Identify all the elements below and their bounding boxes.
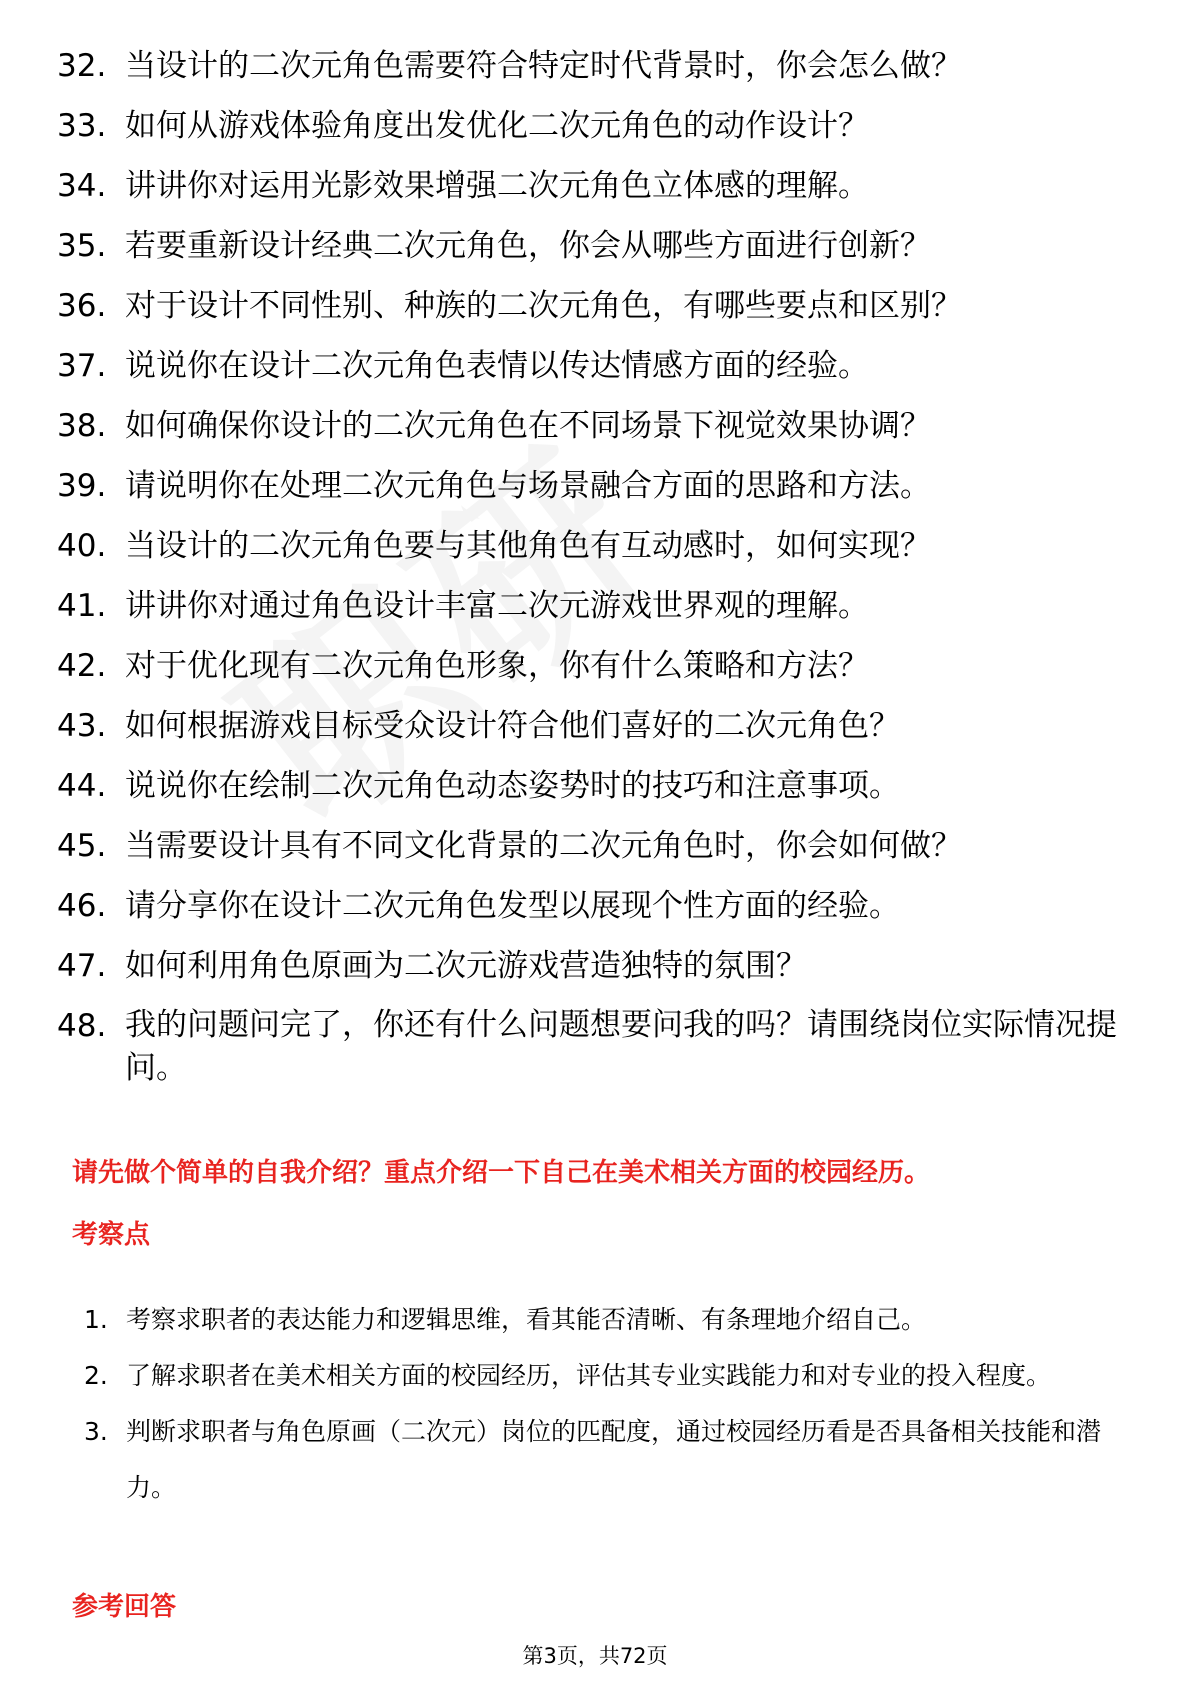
list-item — [57, 344, 1137, 389]
item-text: 如何确保你设计的二次元角色在不同场景下视觉效果协调？ — [125, 408, 931, 444]
answer-heading: 参考回答 — [72, 1592, 177, 1622]
list-item — [57, 704, 1137, 749]
item-number: 45. — [57, 828, 107, 864]
item-text: 考察求职者的表达能力和逻辑思维，看其能否清晰、有条理地介绍自己。 — [126, 1305, 927, 1334]
list-item — [57, 224, 1137, 269]
item-text: 如何根据游戏目标受众设计符合他们喜好的二次元角色？ — [125, 708, 900, 744]
list-item — [84, 1404, 1124, 1516]
item-text: 说说你在设计二次元角色表情以传达情感方面的经验。 — [125, 348, 869, 384]
item-text: 当需要设计具有不同文化背景的二次元角色时，你会如何做？ — [125, 828, 962, 864]
item-text: 当设计的二次元角色要与其他角色有互动感时，如何实现？ — [125, 528, 931, 564]
list-item — [84, 1348, 1124, 1404]
item-number: 43. — [57, 708, 107, 744]
page-footer: 第3页，共72页 — [522, 1644, 668, 1668]
item-number: 1. — [84, 1305, 108, 1334]
points-heading: 考察点 — [72, 1220, 151, 1250]
list-item — [57, 464, 1137, 509]
list-item — [57, 164, 1137, 209]
item-number: 33. — [57, 108, 107, 144]
list-item — [57, 944, 1137, 989]
list-item — [57, 584, 1137, 629]
question-list — [57, 44, 1137, 1105]
item-text: 了解求职者在美术相关方面的校园经历，评估其专业实践能力和对专业的投入程度。 — [126, 1361, 1052, 1390]
item-number: 37. — [57, 348, 107, 384]
item-number: 48. — [57, 1008, 107, 1044]
item-text: 当设计的二次元角色需要符合特定时代背景时，你会怎么做？ — [125, 48, 962, 84]
item-text: 讲讲你对运用光影效果增强二次元角色立体感的理解。 — [125, 168, 869, 204]
item-text: 说说你在绘制二次元角色动态姿势时的技巧和注意事项。 — [125, 768, 900, 804]
item-number: 34. — [57, 168, 107, 204]
item-text: 对于优化现有二次元角色形象，你有什么策略和方法？ — [125, 648, 869, 684]
item-text: 我的问题问完了，你还有什么问题想要问我的吗？请围绕岗位实际情况提问。 — [125, 1007, 1117, 1086]
item-number: 35. — [57, 228, 107, 264]
points-list — [84, 1292, 1124, 1516]
item-text: 若要重新设计经典二次元角色，你会从哪些方面进行创新？ — [125, 228, 931, 264]
item-number: 3. — [84, 1417, 108, 1446]
list-item — [57, 824, 1137, 869]
item-text: 如何从游戏体验角度出发优化二次元角色的动作设计？ — [125, 108, 869, 144]
item-number: 40. — [57, 528, 107, 564]
item-number: 47. — [57, 948, 107, 984]
item-text: 判断求职者与角色原画（二次元）岗位的匹配度，通过校园经历看是否具备相关技能和潜力。 — [126, 1417, 1102, 1502]
list-item — [57, 1004, 1137, 1090]
item-number: 32. — [57, 48, 107, 84]
list-item — [57, 284, 1137, 329]
item-text: 对于设计不同性别、种族的二次元角色，有哪些要点和区别？ — [125, 288, 962, 324]
item-text: 请说明你在处理二次元角色与场景融合方面的思路和方法。 — [125, 468, 931, 504]
item-number: 36. — [57, 288, 107, 324]
item-number: 44. — [57, 768, 107, 804]
item-text: 讲讲你对通过角色设计丰富二次元游戏世界观的理解。 — [125, 588, 869, 624]
item-number: 39. — [57, 468, 107, 504]
list-item — [57, 884, 1137, 929]
list-item — [84, 1292, 1124, 1348]
list-item — [57, 104, 1137, 149]
item-number: 41. — [57, 588, 107, 624]
item-number: 2. — [84, 1361, 108, 1390]
item-number: 46. — [57, 888, 107, 924]
item-text: 如何利用角色原画为二次元游戏营造独特的氛围？ — [125, 948, 807, 984]
item-text: 请分享你在设计二次元角色发型以展现个性方面的经验。 — [125, 888, 900, 924]
item-number: 42. — [57, 648, 107, 684]
list-item — [57, 764, 1137, 809]
list-item — [57, 644, 1137, 689]
list-item — [57, 404, 1137, 449]
list-item — [57, 524, 1137, 569]
section-question-heading: 请先做个简单的自我介绍？重点介绍一下自己在美术相关方面的校园经历。 — [72, 1158, 931, 1188]
item-number: 38. — [57, 408, 107, 444]
list-item — [57, 44, 1137, 89]
